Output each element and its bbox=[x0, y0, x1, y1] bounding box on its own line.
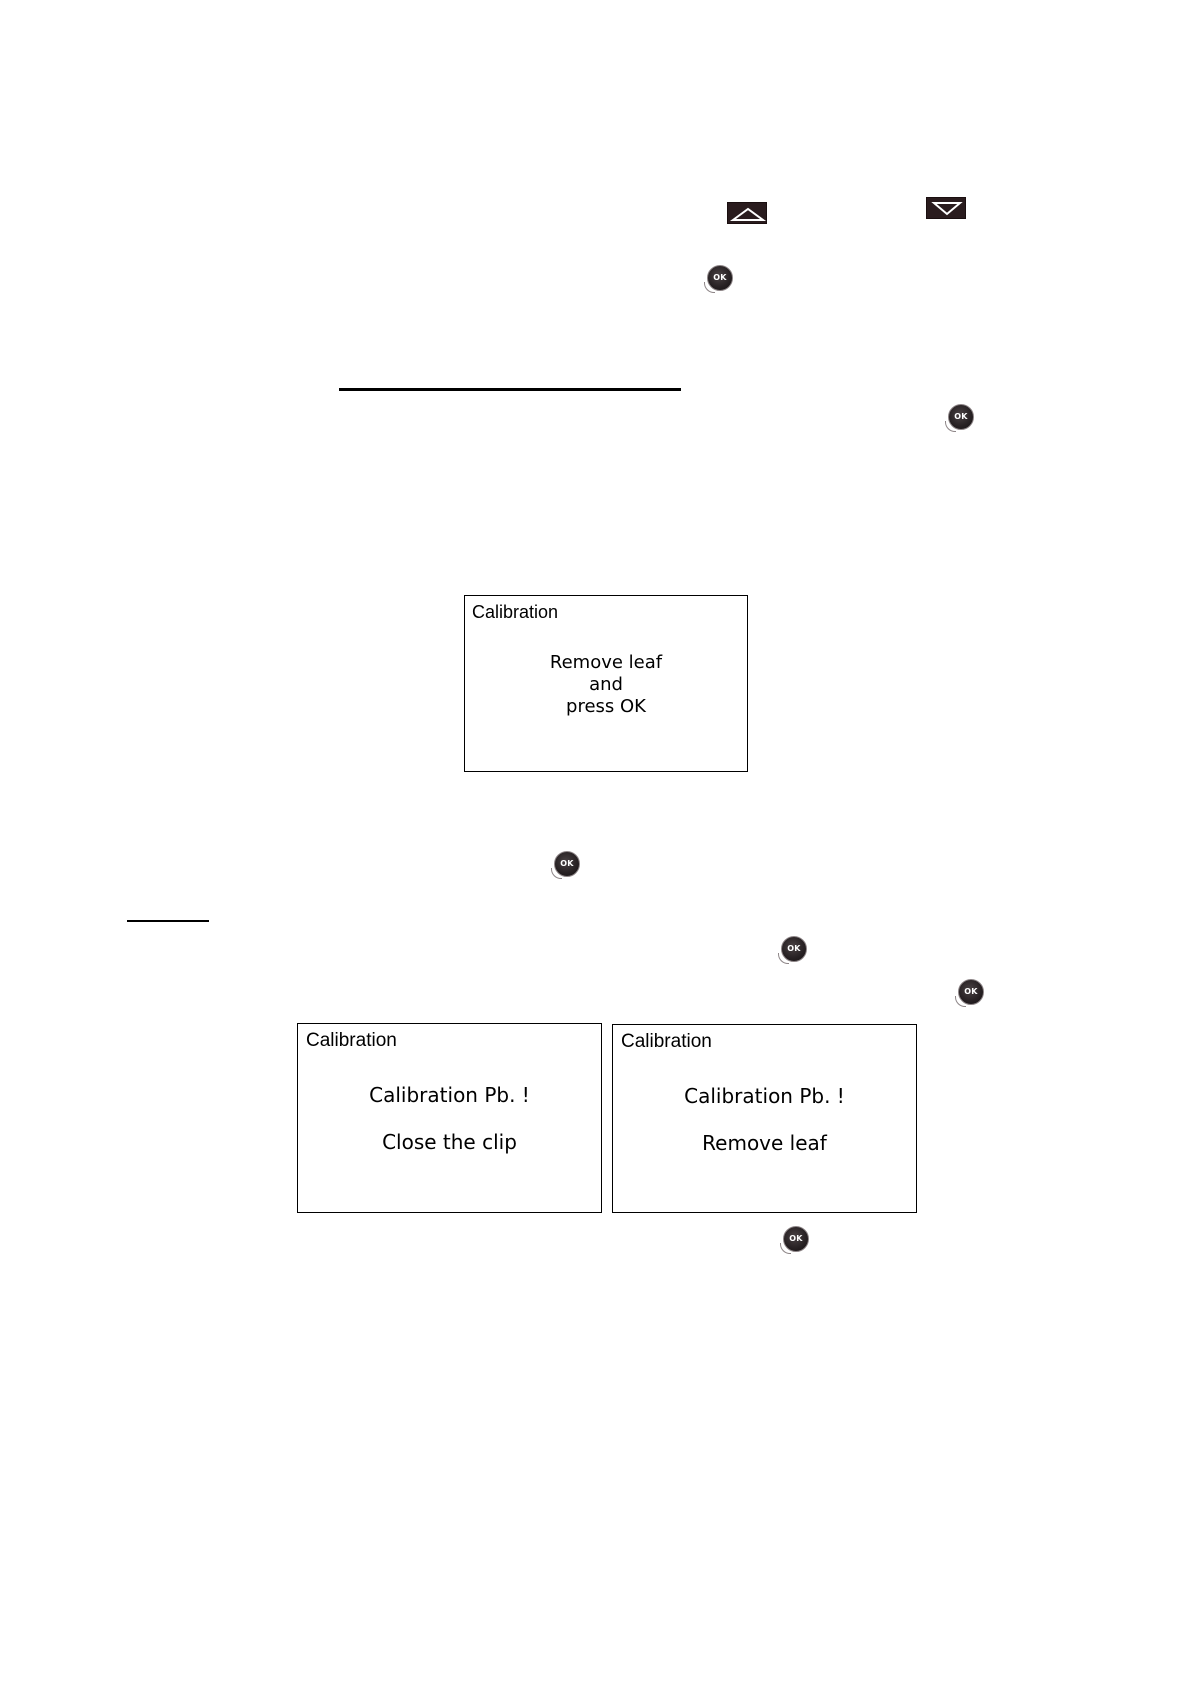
ok-key-label: OK bbox=[707, 265, 733, 291]
ok-key-label: OK bbox=[948, 404, 974, 430]
screen-title: Calibration bbox=[621, 1031, 712, 1052]
up-arrow-key-icon bbox=[727, 202, 767, 224]
ok-key-icon bbox=[946, 402, 976, 432]
ok-key-label: OK bbox=[781, 936, 807, 962]
calibration-screen-close-clip bbox=[297, 1023, 602, 1213]
calibration-screen-remove-leaf bbox=[464, 595, 748, 772]
screen-instruction-line: Close the clip bbox=[382, 1130, 517, 1154]
screen-title: Calibration bbox=[472, 602, 559, 622]
screen-title: Calibration bbox=[306, 1030, 397, 1051]
ok-key-icon bbox=[781, 1224, 811, 1254]
ok-key-label: OK bbox=[554, 851, 580, 877]
ok-key-label: OK bbox=[958, 979, 984, 1005]
screen-error-line: Calibration Pb. ! bbox=[369, 1083, 530, 1107]
calibration-screen-remove-leaf-error bbox=[612, 1024, 917, 1213]
screen-instruction-line: Remove leaf bbox=[702, 1131, 827, 1155]
ok-key-icon bbox=[779, 934, 809, 964]
screen-message-line: press OK bbox=[566, 696, 646, 717]
ok-key-icon bbox=[552, 849, 582, 879]
down-arrow-key-icon bbox=[926, 197, 966, 219]
ok-key-label: OK bbox=[783, 1226, 809, 1252]
ok-key-icon bbox=[705, 263, 735, 293]
screen-message-line: and bbox=[589, 674, 623, 695]
screen-message-line: Remove leaf bbox=[549, 652, 663, 673]
section-underline bbox=[127, 920, 209, 922]
screen-error-line: Calibration Pb. ! bbox=[684, 1084, 845, 1108]
ok-key-icon bbox=[956, 977, 986, 1007]
heading-underline bbox=[339, 388, 681, 391]
